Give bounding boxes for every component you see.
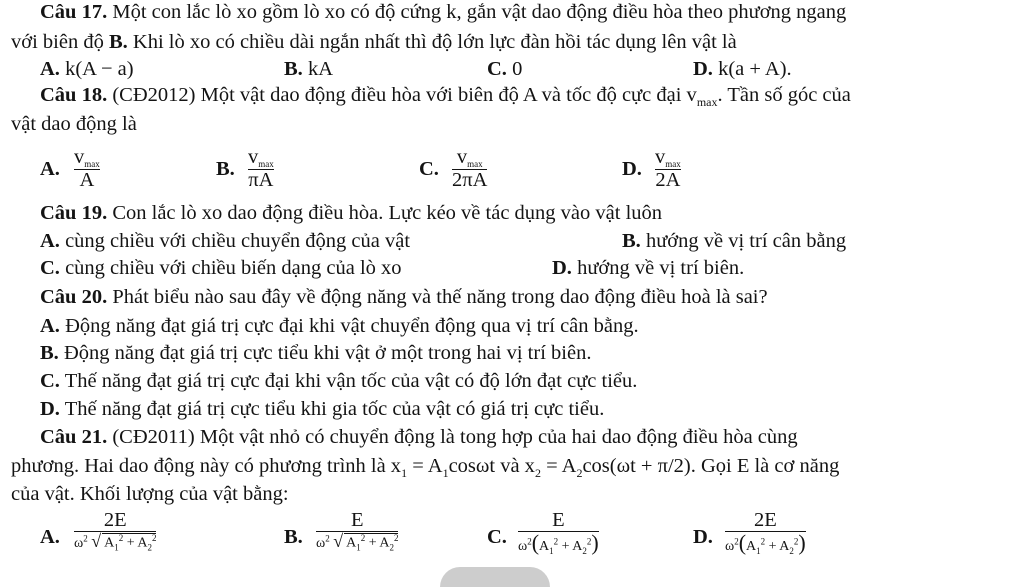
denominator: 2πA xyxy=(452,169,488,192)
q21-text-2e: cos(ωt + π/2). Gọi E là cơ năng xyxy=(582,455,840,477)
q21-option-b-label[interactable] xyxy=(284,527,303,548)
q21-line3 xyxy=(11,484,289,505)
sub-1: 1 xyxy=(401,466,408,480)
denominator: $\omega^2$ √ $A_1^2 + A_2^2$ xyxy=(74,530,157,553)
q21-line1 xyxy=(40,427,798,448)
option-text: kA xyxy=(307,58,333,80)
denominator: πA xyxy=(248,169,274,192)
sub-2b: 2 xyxy=(576,466,583,480)
sub-max: max xyxy=(665,159,681,169)
q19-option-d[interactable] xyxy=(552,258,744,279)
denominator: $\omega^2(A_1^2 + A_2^2)$ xyxy=(725,529,806,556)
q21-option-a-fraction xyxy=(74,510,156,553)
q17-option-d[interactable] xyxy=(693,59,792,80)
sub-max: max xyxy=(258,159,274,169)
q20-option-d[interactable] xyxy=(40,399,604,420)
denominator: 2A xyxy=(655,169,681,192)
option-text: hướng về vị trí biên. xyxy=(577,257,745,279)
q18-text-1b: . Tần số góc của xyxy=(717,84,851,106)
option-label: A. xyxy=(40,158,60,180)
option-label: C. xyxy=(40,370,60,392)
option-label: D. xyxy=(693,526,713,548)
q18-line2 xyxy=(11,114,137,135)
q21-text-3: của vật. Khối lượng của vật bằng: xyxy=(11,483,289,505)
q20-option-b[interactable] xyxy=(40,343,591,364)
q19-line1 xyxy=(40,203,662,224)
q20-option-a[interactable] xyxy=(40,316,639,337)
option-text: Động năng đạt giá trị cực đại khi vật chuyển động qua vị trí cân bằng. xyxy=(65,315,639,337)
option-label: D. xyxy=(693,58,713,80)
q18-line1 xyxy=(40,85,851,108)
option-label: D. xyxy=(622,158,642,180)
option-label: B. xyxy=(284,58,303,80)
q18-text-1a: (CĐ2012) Một vật dao động điều hòa với biên độ A và tốc độ cực đại v xyxy=(112,84,697,106)
option-text: k(a + A). xyxy=(718,58,792,80)
option-text: hướng về vị trí cân bằng xyxy=(645,230,847,252)
sub-max: max xyxy=(84,159,100,169)
option-label: C. xyxy=(419,158,439,180)
option-label: A. xyxy=(40,526,60,548)
q17-bold-b: B. xyxy=(108,31,128,53)
option-text: k(A − a) xyxy=(65,58,134,80)
q18-option-b-label[interactable] xyxy=(216,159,235,180)
option-text: Thế năng đạt giá trị cực tiểu khi gia tốc của vật có giá trị cực tiểu. xyxy=(64,398,605,420)
q18-text-2: vật dao động là xyxy=(11,113,137,135)
q18-option-a-label[interactable] xyxy=(40,159,60,180)
option-label: A. xyxy=(40,58,60,80)
q21-line2 xyxy=(11,456,839,479)
q20-option-c[interactable] xyxy=(40,371,637,392)
option-label: D. xyxy=(552,257,572,279)
q21-text-2a: phương. Hai dao động này có phương trình là x xyxy=(11,455,402,477)
q21-text-2b: = A xyxy=(407,455,443,477)
q21-option-d-fraction xyxy=(725,510,806,556)
sub-2: 2 xyxy=(534,466,541,480)
option-label: D. xyxy=(40,398,60,420)
option-text: Thế năng đạt giá trị cực đại khi vận tốc của vật có độ lớn đạt cực tiểu. xyxy=(64,370,638,392)
q17-option-b[interactable] xyxy=(284,59,333,80)
option-text: 0 xyxy=(512,58,523,80)
option-text: Động năng đạt giá trị cực tiểu khi vật ở một trong hai vị trí biên. xyxy=(63,342,592,364)
q18-option-d-label[interactable] xyxy=(622,159,642,180)
q18-sub-max: max xyxy=(696,95,718,109)
option-label: C. xyxy=(487,58,507,80)
q17-line2 xyxy=(11,32,737,53)
sub-1b: 1 xyxy=(442,466,449,480)
option-label: B. xyxy=(216,158,235,180)
option-label: C. xyxy=(487,526,507,548)
q17-option-a[interactable] xyxy=(40,59,134,80)
q19-text: Con lắc lò xo dao động điều hòa. Lực kéo về tác dụng vào vật luôn xyxy=(112,202,663,224)
q17-number: Câu 17. xyxy=(40,1,108,23)
denominator: $\omega^2(A_1^2 + A_2^2)$ xyxy=(518,529,599,556)
q21-number: Câu 21. xyxy=(40,426,108,448)
q18-option-a-fraction: $v_{max}$ A xyxy=(74,146,100,192)
denominator: A xyxy=(79,169,95,192)
option-text: cùng chiều với chiều chuyển động của vật xyxy=(65,230,411,252)
option-label: B. xyxy=(40,342,59,364)
option-label: B. xyxy=(284,526,303,548)
scroll-indicator xyxy=(440,567,550,587)
q21-option-c-fraction xyxy=(518,510,599,556)
q17-text-2b: Khi lò xo có chiều dài ngắn nhất thì độ lớn lực đàn hồi tác dụng lên vật là xyxy=(127,31,737,53)
q21-text-2c: cosωt và x xyxy=(448,455,535,477)
q17-option-c[interactable] xyxy=(487,59,522,80)
q20-text: Phát biểu nào sau đây về động năng và thế năng trong dao động điều hoà là sai? xyxy=(112,286,768,308)
sub-max: max xyxy=(467,159,483,169)
option-label: A. xyxy=(40,230,60,252)
q21-text-2d: = A xyxy=(540,455,577,477)
q19-number: Câu 19. xyxy=(40,202,108,224)
option-label: C. xyxy=(40,257,60,279)
q17-text-1: Một con lắc lò xo gồm lò xo có độ cứng k, gắn vật dao động điều hòa theo phương ngang xyxy=(112,1,847,23)
option-label: B. xyxy=(622,230,641,252)
q18-number: Câu 18. xyxy=(40,84,108,106)
numerator: 2E xyxy=(103,509,127,531)
q18-option-d-fraction: $v_{max}$ 2A xyxy=(655,146,681,192)
q19-option-c[interactable] xyxy=(40,258,402,279)
q17-text-2a: với biên độ xyxy=(11,31,109,53)
denominator: $\omega^2$ √ $A_1^2 + A_2^2$ xyxy=(316,530,399,553)
q18-option-b-fraction: $v_{max}$ πA xyxy=(248,146,274,192)
q21-option-c-label[interactable] xyxy=(487,527,507,548)
q21-option-a-label[interactable] xyxy=(40,527,60,548)
q21-option-b-fraction xyxy=(316,510,398,553)
numerator: E xyxy=(350,509,364,531)
q19-option-a[interactable] xyxy=(40,231,410,252)
q18-option-c-label[interactable] xyxy=(419,159,439,180)
option-text: cùng chiều với chiều biến dạng của lò xo xyxy=(65,257,402,279)
q21-text-1: (CĐ2011) Một vật nhỏ có chuyển động là tong hợp của hai dao động điều hòa cùng xyxy=(112,426,798,448)
q21-option-d-label[interactable] xyxy=(693,527,713,548)
numerator: 2E xyxy=(753,509,777,531)
numerator: E xyxy=(552,509,565,531)
q17-line1 xyxy=(40,2,846,23)
q20-line1 xyxy=(40,287,768,308)
q19-option-b[interactable] xyxy=(622,231,846,252)
q20-number: Câu 20. xyxy=(40,286,108,308)
option-label: A. xyxy=(40,315,60,337)
q18-option-c-fraction: $v_{max}$ 2πA xyxy=(452,146,488,192)
